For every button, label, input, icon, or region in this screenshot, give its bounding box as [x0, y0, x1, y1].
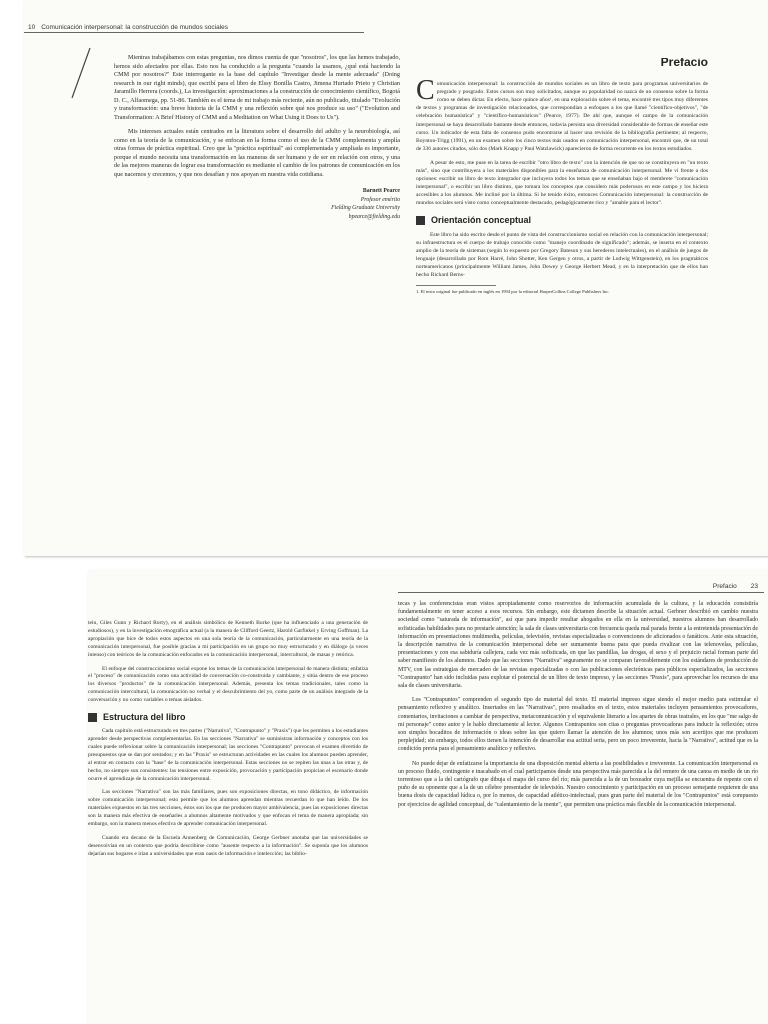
footnote-rule	[416, 285, 496, 286]
signature-name: Barnett Pearce	[362, 188, 400, 194]
signature-title: Profesor emérito	[360, 196, 400, 203]
chapter-title: Prefacio	[660, 58, 708, 69]
section-square-icon	[416, 216, 425, 225]
paragraph: No puede dejar de enfatizarse la importancia de una disposición mental abierta a las posibilidades e irreverente. La comunicación interpersonal es un proceso fluido, contingente e inacabado en el cual participamos desde una perspectiva más parecida a la del remero de una canoa en medio de un río torrentoso que a la del cartógrafo que dibuja el mapa del curso del río; más parecida a la de un boxeador cuya mejilla se encuentra de repente con el puño de su oponente que a la de un célebre presentador de televisión. Nuestro conocimiento y participación en un proceso semejante requieren de una buena dosis de capacidad lúdica o, por lo menos, de capacidad atlético-intelectual, pues gran parte del material de los "Contrapuntos" está compuesto por ejercicios de agilidad conceptual, de "calentamiento de la mente", que permiten una práctica más flexible de la comunicación interpersonal.	[398, 760, 758, 808]
paragraph: tein, Giles Gunn y Richard Rorty), en el análisis simbólico de Kenneth Burke (que ha influenciado a una generación de estudiosos), y en la investigación etnográfica actual (a la manera de Clifford Geertz, Harold Garfinkel y Erving Goffman). La apropiación que hice de todos estos aspectos en una sola teoría de la comunicación, particularmente en una teoría de la comunicación interpersonal, fue posible gracias a mi participación en un grupo no muy estructurado y en diálogo (a veces intenso) con teóricos de la comunicación enfocados en la comunicación interpersonal, intercultural, de masas y retórica.	[88, 620, 368, 658]
running-head-right	[713, 583, 758, 590]
section-square-icon	[88, 713, 97, 722]
signature-institution: Fielding Graduate University	[331, 205, 400, 211]
paragraph: A pesar de esto, me puse en la tarea de escribir "otro libro de texto" con la intención de que no se constituyera en "un texto más", sino que contribuyera a los materiales disponibles para la enseñanza de comunicación interpersonal. Me vi frente a dos opciones: escribir un libro de texto integrador que incluyera todos los temas que se enseñaban bajo el membrete "comunicación interpersonal", o escribir un libro distinto, que tomara los conceptos que considero más poderosos en este campo y los hiciera accesibles a los alumnos. Me incliné por la última. Si he tenido éxito, entonces Comunicación interpersonal: la construcción de mundos sociales será visto como conceptualmente destacado, pedagógicamente rico y "amable para el lector".	[416, 159, 708, 207]
bottom-spread-scan	[88, 570, 768, 1024]
running-head-left	[28, 24, 228, 31]
section-heading	[416, 216, 708, 225]
page-22	[88, 620, 368, 1024]
drop-cap: C	[416, 75, 435, 107]
signature-block	[114, 187, 400, 221]
preface-page	[416, 58, 708, 556]
paragraph: Las secciones "Narrativa" son las más familiares, pues son exposiciones directas, en tono didáctico, de información sobre comunicación interpersonal; esto permite que los alumnos aprendan mientras recuerdan lo que han leído. De los materiales expuestos en las tres secciones, éstos son los que me producen mayor ambivalencia, pues las exposiciones directas son la manera más efectiva de enseñarles a alumnos altamente motivados y que enfocan el tema de manera apropiada; sin embargo, son la manera menos efectiva de aprender comunicación interpersonal.	[88, 789, 368, 828]
pen-mark	[68, 46, 94, 102]
page-number: 23	[750, 583, 758, 590]
header-rule	[24, 32, 364, 33]
paragraph: Cuando era decano de la Escuela Annenberg de Comunicación, George Gerbner anotaba que las universidades se desenvolvían en un contexto que podría describirse como "ausente respecto a la información". Se suponía que los alumnos dejarían sus hogares e irían a universidades que eran oasis de información e intelección; las biblio-	[88, 834, 368, 857]
paragraph: Cada capítulo está estructurado en tres partes ("Narrativa", "Contrapunto" y "Praxis") que les permiten a los estudiantes aprender desde perspectivas complementarias. En las secciones "Narrativa" se suministran información y conceptos con los cuales puede reflexionar sobre la comunicación interpersonal; las secciones "Contrapunto" provocan el examen divertido de presupuestos que se dan por sentados; y en las "Praxis" se estructuran actividades en las cuales los alumnos pueden aprender, al entrar en contacto con la "base" de la comunicación interpersonal. Estas secciones no se repiten las unas a las otras y, de hecho, no siempre son consistentes: las tensiones entre exposición, provocación y participación propician el escenario donde ocurre el aprendizaje de la comunicación interpersonal.	[88, 728, 368, 782]
signature-email: bpearce@fielding.edu	[348, 213, 400, 220]
running-head-text: Comunicación interpersonal: la construcción de mundos sociales	[41, 24, 229, 31]
paragraph: Este libro ha sido escrito desde el punto de vista del construccionismo social en relación con la comunicación interpersonal; su infraestructura es el cuerpo de trabajo conocido como "manejo coordinado de significado"; además, se inserta en el contexto amplio de la teoría de sistemas (según lo expuesto por Gregory Bateson y sus herederos intelectuales), en el análisis de juegos de lenguaje (desarrollado por Rom Harré, John Shotter, Ken Gergen y otros, a partir de Ludwig Wittgenstein), en los pragmáticos norteamericanos (principalmente William James, John Dewey y George Herbert Mead, y en la interpretación que de ellos han hecho Richard Berns-	[416, 231, 708, 278]
page-number: 10	[28, 24, 36, 31]
paragraph: Los "Contrapuntos" comprenden el segundo tipo de material del texto. El material impreso sigue siendo el mejor medio para estimular el pensamiento reflexivo y analítico. Insertados en las "Narrativas", pero resaltados en el texto, estos materiales incluyen pensamientos provocadores, comentarios, invitaciones a cambiar de perspectiva, metacomunicación y el equivalente literario a los apartes de obras teatrales, en los que "me salgo de mi personaje" como autor y le hablo directamente al lector. Algunos Contrapuntos son citas o preguntas provocadoras para inducir la reflexión; otros son simples bocaditos de información o ideas sobre las que quiero llamar la atención de los alumnos; unos más son acertijos que me producen perplejidad; sin embargo, todos ellos tienen la intención de desarrollar esa actitud seria, pero un poco irreverente, hacia la "Narrativa", actitud que es la condición previa para el pensamiento analítico y reflexivo.	[398, 697, 758, 753]
paragraph: Mientras trabajábamos con estas preguntas, nos dimos cuenta de que "nosotros", los que las hemos trabajado, hemos sido afectados por ellas. Esto nos ha conducido a la pregunta "cuando la usamos, ¿qué está haciendo la CMM por nosotros?" Este interrogante es la base del capítulo "Investigar desde la mente adecuada" (Doing research in our right minds), que escribí para el libro de Elssy Bonilla Castro, Jimena Hurtado Prieto y Christian Jaramillo Herrera (coords.), La investigación: aproximaciones a la construcción de conocimiento científico, Bogotá D. C., Alfaomega, pp. 51-86. También es el tema de mi trabajo más reciente, aún no publicado, titulado "Evolución y transformación: una breve historia de la CMM y una reflexión sobre qué nos produce su uso" ("Evolution and Transformation: A Brief History of CMM and a Meditation on What Using it Does to Us").	[114, 54, 400, 121]
paragraph: El enfoque del construccionismo social expone los temas de la comunicación interpersonal de manera distinta; enfatiza el "proceso" de comunicación como una actividad de conversación co-construida y cambiante, y sitúa dentro de ese proceso los diversos "productos" de la comunicación interpersonal. Además, presenta los temas tradicionales, tales como la comunicación intercultural, la comunicación no verbal y el descubrimiento del yo, como parte de un análisis integrado de la conversación y no como variables o temas aislados.	[88, 665, 368, 704]
paragraph: tecas y las conferencistas eran vistos apropiadamente como reservorios de información acumulada de la cultura, y la educación consistiría fundamentalmente en tener acceso a esos recursos. Sin embargo, este dictamen describe la situación actual. Gerbner describió en cambio nuestra sociedad como "saturada de información", así que para impedir resultar ahogados en ella en la universidad, nuestros alumnos han desarrollado sofisticadas habilidades para no prestarle atención; la sala de clases universitaria con frecuencia queda mal parada frente a la entretenida presentación de información en presentaciones multimedia, películas, televisión, revistas especializadas o convenciones de aficionados o fanáticos. Ante esta situación, la descripción narrativa de la comunicación interpersonal debe ser sumamente buena para que pueda rivalizar con las telenovelas, películas, presentaciones y con esa sabiduría callejera, cada vez más sofisticada, en que las pandillas, las drogas, el sexo y el prejuicio racial forman parte del saber manifiesto de los alumnos. Dado que las secciones "Narrativa" seguramente no se comparan favorablemente con los estándares de producción de MTV, con las estrategias de mercadeo de las revistas especializadas o con las publicaciones electrónicas para públicos especializados, las secciones "Contrapunto" han sido incluidas para explotar el potencial de un libro de texto impreso, y las secciones "Praxis", para aprovechar los recursos de una sala de clases universitaria.	[398, 601, 758, 690]
intro-paragraph	[416, 75, 708, 153]
footnote: 1. El texto original fue publicado en inglés en 1994 por la editorial HarperCollins College Publishers Inc.	[416, 289, 610, 295]
top-spread-scan	[24, 0, 768, 556]
page-23	[398, 600, 758, 1024]
intro-paragraph-text: omunicación interpersonal: la construcción de mundos sociales es un libro de texto para programas universitarios de pregrado y posgrado. Estos cursos son muy solicitados, aunque su popularidad no nazca de un consenso sobre la forma como se deben dictar. En efecto, hace quince años¹, en una exploración sobre el tema, encontré tres tipos muy diferentes de textos y programas de investigación relacionados, que correspondían a enfoques a los que llamé "científico-objetivos", "de celebración humanística" y "científico-humanísticos" (Pearce, 1977). De ahí que, aunque el campo de la comunicación interpersonal se haya desarrollado bastante desde entonces, todavía persista una diversidad considerable de formas de enseñar este curso. Un indicador de esta falta de consenso pudo encontrarse al hacer una revisión de la bibliografía pertinente; al respecto, Boynton-Trigg (1991), en un examen sobre los cinco textos más usados en comunicación interpersonal, encontró que, de un total de 336 autores citados, sólo dos (Mark Knapp y Paul Watzlawick) aparecieron de forma recurrente en los textos estudiados.	[416, 81, 708, 152]
paragraph: Mis intereses actuales están centrados en la literatura sobre el desarrollo del adulto y la neurobiología, así como en la teoría de la comunicación, y se enfocan en la forma como el uso de la CMM complementa y amplía otras formas de práctica espiritual. Creo que la "práctica espiritual" así complementada y ampliada es importante, porque el mundo necesita una transformación en las maneras de ser humano y de ser en relación con otros, y una de las mejores maneras de lograr esa transformación es mediante el cambio de los patrones de comunicación en los que nacemos y crecemos, y que nos desafían y nos apoyan en nuestra vida cotidiana.	[114, 128, 400, 178]
section-heading	[88, 713, 368, 722]
running-head-text: Prefacio	[712, 583, 737, 590]
section-title: Orientación conceptual	[431, 214, 532, 225]
section-title: Estructura del libro	[103, 711, 186, 722]
page-10	[114, 54, 400, 556]
header-rule	[398, 592, 764, 593]
